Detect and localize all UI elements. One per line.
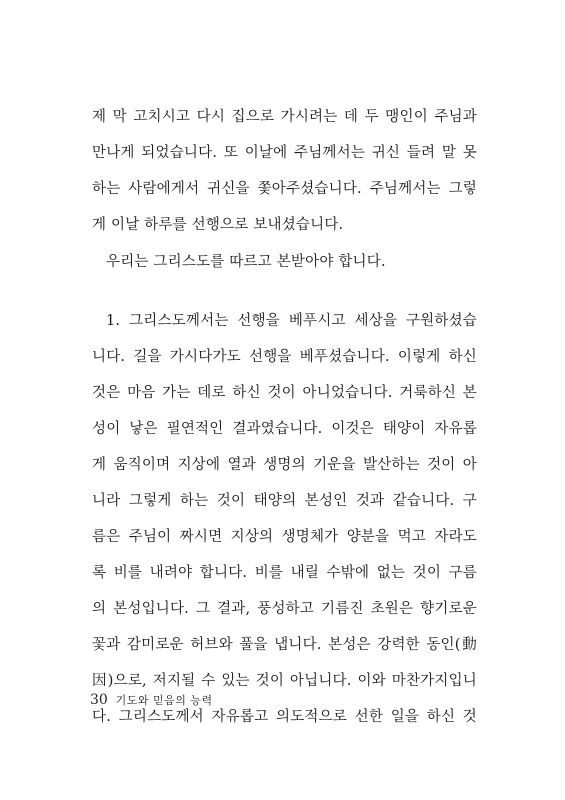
text-line: 의 본성입니다. 그 결과, 풍성하고 기름진 초원은 향기로운 bbox=[92, 601, 477, 617]
text-line: 꽃과 감미로운 허브와 풀을 냅니다. 본성은 강력한 동인(動 bbox=[92, 637, 477, 653]
page-footer bbox=[90, 692, 213, 708]
text-line: 하는 사람에게서 귀신을 쫓아주셨습니다. 주님께서는 그렇 bbox=[92, 181, 477, 197]
running-title: 기도와 믿음의 능력 bbox=[115, 694, 213, 707]
text-line: 게 이날 하루를 선행으로 보내셨습니다. bbox=[92, 217, 344, 233]
text-line: 름은 주님이 짜시면 지상의 생명체가 양분을 먹고 자라도 bbox=[92, 529, 477, 545]
text-line: 니다. 길을 가시다가도 선행을 베푸셨습니다. 이렇게 하신 bbox=[92, 349, 477, 365]
text-line: 니라 그렇게 하는 것이 태양의 본성인 것과 같습니다. 구 bbox=[92, 493, 477, 509]
text-line: 만나게 되었습니다. 또 이날에 주님께서는 귀신 들려 말 못 bbox=[92, 145, 477, 161]
paragraph-heading-statement bbox=[92, 244, 477, 280]
text-line: 게 움직이며 지상에 열과 생명의 기운을 발산하는 것이 아 bbox=[92, 457, 477, 473]
text-line: 록 비를 내려야 합니다. 비를 내릴 수밖에 없는 것이 구름 bbox=[92, 565, 477, 581]
text-line: 1. 그리스도께서는 선행을 베푸시고 세상을 구원하셨습 bbox=[106, 313, 477, 329]
text-line: 제 막 고치시고 다시 집으로 가시려는 데 두 맹인이 주님과 bbox=[92, 109, 477, 125]
text-line: 우리는 그리스도를 따르고 본받아야 합니다. bbox=[106, 254, 386, 270]
paragraph-continuation bbox=[92, 99, 477, 243]
text-line: 성이 낳은 필연적인 결과였습니다. 이것은 태양이 자유롭 bbox=[92, 421, 477, 437]
page-number: 30 bbox=[90, 692, 108, 708]
text-line: 다. 그리스도께서 자유롭고 의도적으로 선한 일을 하신 것 bbox=[92, 709, 477, 725]
paragraph-point-one bbox=[92, 303, 477, 735]
text-line: 因)으로, 저지될 수 있는 것이 아닙니다. 이와 마찬가지입니 bbox=[92, 673, 477, 689]
text-line: 것은 마음 가는 데로 하신 것이 아니었습니다. 거룩하신 본 bbox=[92, 385, 477, 401]
